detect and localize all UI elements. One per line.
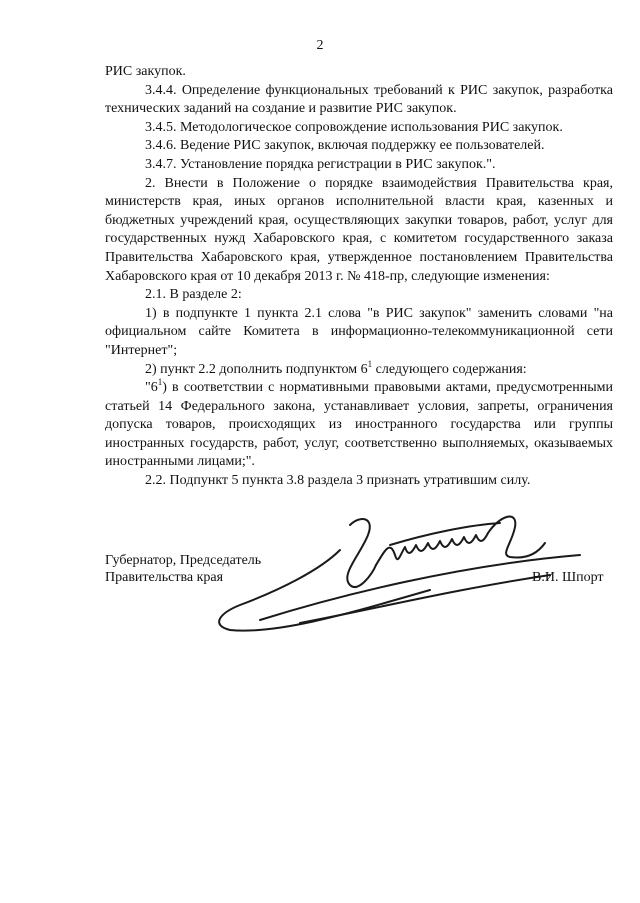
superscript: 1 — [367, 358, 373, 369]
paragraph-subitem-1: 1) в подпункте 1 пункта 2.1 слова "в РИС закупок" заменить словами "на официальном сайте Комитета в информационно-телекоммуникационной сети "Интернет"; — [105, 305, 613, 358]
paragraph-item-2-1: 2.1. В разделе 2: — [145, 287, 242, 303]
paragraph-quoted-6-1 — [105, 379, 613, 472]
page-number: 2 — [316, 38, 324, 53]
paragraph-item-2-2: 2.2. Подпункт 5 пункта 3.8 раздела 3 признать утратившим силу. — [145, 473, 531, 489]
signatory-name: В.И. Шпорт — [532, 570, 604, 585]
paragraph-quoted-text: "6 — [145, 380, 158, 396]
paragraph-subitem-2 — [105, 358, 613, 380]
superscript: 1 — [157, 377, 163, 388]
paragraph-3-4-7: 3.4.7. Установление порядка регистрации в РИС закупок.". — [145, 156, 496, 172]
paragraph-3-4-6: 3.4.6. Ведение РИС закупок, включая поддержку ее пользователей. — [145, 138, 545, 154]
signatory-title-line-2: Правительства края — [105, 570, 224, 585]
paragraph-3-4-4: 3.4.4. Определение функциональных требований к РИС закупок, разработка технических заданий на создание и развитие РИС закупок. — [105, 82, 613, 117]
document-body — [105, 63, 613, 491]
paragraph-3-4-5: 3.4.5. Методологическое сопровождение использования РИС закупок. — [145, 119, 563, 135]
paragraph-continuation: РИС закупок. — [105, 64, 186, 79]
paragraph-item-2: 2. Внести в Положение о порядке взаимодействия Правительства края, министерств края, иных органов исполнительной власти края, казенных и бюджетных учреждений края, осуществляющих закупки товаров, работ, услуг для государственных нужд Хабаровского края, с комитетом государственного заказа Правительства Хабаровского края, утвержденное постановлением Правительства Хабаровского края от 10 декабря 2013 г. № 418-пр, следующие изменения: — [105, 175, 613, 284]
paragraph-subitem-2-text: 2) пункт 2.2 дополнить подпунктом 6 — [145, 361, 368, 377]
signatory-title-line-1: Губернатор, Председатель — [105, 553, 262, 568]
paragraph-subitem-2-after: следующего содержания: — [372, 361, 527, 377]
paragraph-quoted-after: ) в соответствии с нормативными правовыми актами, предусмотренными статьей 14 Федерального закона, устанавливает условия, запреты, ограничения допуска товаров, происходящих из иностранного государства или группы иностранных государств, работ, услуг, соответственно выполняемых, оказываемых иностранными лицами;". — [105, 380, 613, 470]
